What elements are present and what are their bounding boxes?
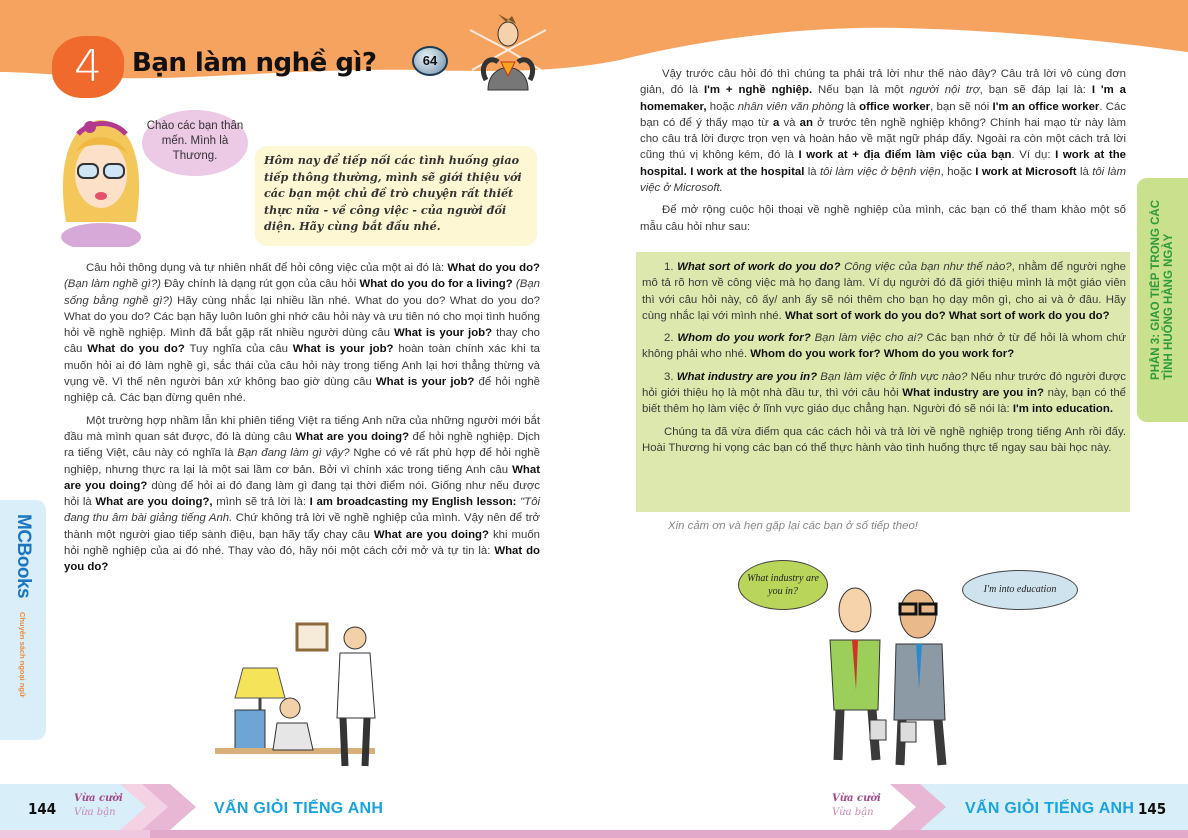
emphasis-run: I'm an office worker — [992, 100, 1100, 113]
emphasis-run: Bạn làm việc ở lĩnh vực nào? — [817, 370, 968, 383]
text-run: , nhằm để người nghe mô tả rõ hơn về công việc mà họ đang làm. Ví dụ người đó đã giới thiệu mình là một giáo viên thì với câu hỏi này, cô ấy/ anh ấy sẽ nói thêm cho bạn họ dạy môn gì, cho ai và ở đâu. Hãy cùng nhắc lại với mình nhé. — [642, 261, 1127, 322]
series-title-left: VẤN GIỎI TIẾNG ANH — [214, 800, 384, 817]
emphasis-run: What is your job? — [375, 376, 475, 389]
emphasis-run: What do you do? — [447, 262, 540, 274]
emphasis-run: an — [799, 116, 813, 129]
text-run: Chúng ta đã vừa điểm qua các cách hỏi và trả lời về nghề nghiệp trong tiếng Anh rồi đấy. Hoài Thương hi vọng các bạn có thể thực hành vào tình huống thực tế ngay sau bài học này. — [642, 425, 1126, 454]
emphasis-run: a — [772, 116, 780, 129]
emphasis-run: What industry are you in? — [676, 370, 818, 383]
emphasis-run: Whom do you work for? — [677, 332, 811, 345]
emphasis-run: nhân viên văn phòng — [737, 100, 844, 113]
emphasis-run: What are you doing?, — [95, 496, 213, 509]
emphasis-run: Bạn đang làm gì vậy? — [237, 447, 350, 460]
emphasis-run: I'm + nghề nghiệp. — [704, 84, 813, 97]
text-run: Tuy nghĩa của câu — [184, 343, 293, 356]
emphasis-run: What are you doing? — [295, 430, 410, 443]
emphasis-run: What do you do? — [87, 343, 185, 356]
text-run: để hỏi nghề nghiệp. Dịch ra tiếng Việt, câu này có nghĩa là — [64, 430, 540, 460]
businessmen-illustration — [800, 580, 970, 770]
footer-tagline-2-right: Vừa bận — [832, 807, 874, 818]
emphasis-run: tôi làm việc ở Microsoft. — [640, 165, 1126, 195]
superhero-illustration — [468, 10, 548, 92]
text-run: ở trước tên nghề nghiệp không? Chính hai mạo từ này làm cho câu trả lời được trọn vẹn và hoàn hảo về mặt ngữ pháp đấy. Ngoài ra còn một cách trả lời cũng thú vị không kém, đó là — [640, 116, 1126, 162]
text-run: Đây chính là dạng rút gọn của câu hỏi — [160, 278, 360, 291]
thuong-avatar — [56, 112, 146, 247]
text-run: khi muốn hỏi nghề nghiệp của ai đó nhé. Thay vào đó, hãy nói một cách cởi mở và tự tin là: — [64, 528, 540, 558]
footer-tagline-1-right: Vừa cười — [832, 793, 881, 804]
section-title-line2: TÌNH HUỐNG HÀNG NGÀY — [1163, 233, 1175, 380]
emphasis-run: I work at + địa điểm làm việc của bạn — [798, 149, 1012, 162]
paragraph — [640, 202, 1126, 235]
emphasis-run: What sort of work do you do? What sort of work do you do? — [784, 309, 1110, 322]
emphasis-run: What are you doing? — [373, 528, 489, 541]
section-title-line1: PHẦN 3: GIAO TIẾP TRONG CÁC — [1150, 200, 1162, 380]
text-run: là — [804, 165, 820, 178]
text-run: , bạn sẽ nói — [930, 100, 993, 113]
footer-tagline-2: Vừa bận — [74, 807, 116, 818]
text-run: , hoặc — [940, 165, 976, 178]
emphasis-run: (Bạn sống bằng nghề gì?) — [64, 278, 540, 307]
text-run: mình sẽ trả lời là: — [212, 496, 310, 509]
publisher-side-tab — [0, 500, 46, 740]
speech-bubble-answer: I'm into education — [962, 570, 1078, 610]
section-side-tab — [1137, 178, 1188, 422]
text-run: Vậy trước câu hỏi đó thì chúng ta phải trả lời như thế nào đây? Câu trả lời vô cùng đơn giản, đó là — [640, 68, 1126, 97]
paragraph — [642, 424, 1126, 457]
text-run: dùng để hỏi ai đó đang làm gì đang tại thời điểm nói. Giống như nếu được hỏi là — [64, 479, 540, 509]
paragraph — [64, 413, 540, 576]
emphasis-run: I work at Microsoft — [975, 165, 1077, 178]
emphasis-run: I 'm a homemaker, — [640, 84, 1127, 113]
page-number-left: 144 — [28, 800, 57, 818]
text-run: Nếu như trước đó người được hỏi giới thiệu họ là một nhà đầu tư, thì với câu hỏi — [642, 370, 1126, 400]
emphasis-run: What sort of work do you do? — [677, 261, 841, 273]
emphasis-run: Công việc của bạn như thế nào? — [840, 261, 1012, 273]
emphasis-run: What do you do for a living? — [359, 278, 513, 291]
text-run: 3. — [664, 370, 677, 383]
emphasis-run: Whom do you work for? Whom do you work for? — [750, 348, 1015, 361]
emphasis-run: Bạn làm việc cho ai? — [810, 332, 923, 345]
emphasis-run: What is your job? — [394, 327, 493, 340]
left-column-text — [64, 260, 540, 582]
text-run: Để mở rộng cuộc hội thoại về nghề nghiệp của mình, các bạn có thể tham khảo một số mẫu câu hỏi như sau: — [640, 204, 1126, 233]
paragraph — [64, 260, 540, 407]
text-run: Một trường hợp nhầm lẫn khi phiên tiếng Việt ra tiếng Anh nữa của những người mới bắt đầu mà mình quan sát được, đó là dùng câu — [64, 414, 540, 443]
audio-track-badge: 64 — [412, 46, 448, 76]
emphasis-run: tôi làm việc ở bệnh viện — [819, 165, 941, 178]
right-column-text — [640, 66, 1126, 241]
office-illustration — [215, 618, 395, 768]
emphasis-run: What are you doing? — [64, 463, 540, 492]
text-run: hoặc — [706, 100, 738, 113]
section-title — [1150, 200, 1176, 380]
greeting-speech-bubble: Chào các bạn thân mến. Mình là Thương. — [142, 110, 248, 176]
text-run: . Các bạn có để ý thấy mạo từ — [640, 100, 1127, 129]
emphasis-run: I'm into education. — [1012, 403, 1114, 416]
page-number-right: 145 — [1138, 800, 1167, 818]
question-item — [642, 330, 1126, 363]
text-run: Chứ không trả lời về nghề nghiệp của mình. Vậy nên để trở thành một người giao tiếp sành điệu, bạn hãy tẩy chay câu — [64, 512, 540, 541]
text-run: 1. — [664, 261, 678, 273]
emphasis-run: (Bạn làm nghề gì?) — [64, 278, 161, 291]
text-run: thay cho câu — [64, 327, 540, 356]
text-run: Nghe có vẻ rất phù hợp để hỏi nghề nghiệp, nhưng thực ra lại là một sai lầm cơ bản. Bởi vì chính xác trong tiếng Anh câu — [64, 447, 540, 476]
paragraph — [640, 66, 1126, 196]
question-item — [642, 259, 1126, 324]
text-run: và — [779, 116, 800, 129]
emphasis-run: What do you do? — [64, 545, 540, 574]
text-run: 2. — [664, 332, 678, 345]
emphasis-run: I work at the hospital. I work at the hospital — [640, 149, 1126, 178]
text-run: . Ví dụ: — [1011, 149, 1056, 162]
series-title-right: VẤN GIỎI TIẾNG ANH — [965, 800, 1135, 817]
page-title: Bạn làm nghề gì? — [132, 48, 377, 78]
text-run: Hãy cùng nhắc lại nhiều lần nhé. What do you do? What do you do? What do you do? Các bạn hãy luôn luôn ghi nhớ câu hỏi này và ưu tiên nó cho mọi tình huống hỏi về nghề nghiệp. Mình đã bắt gặp rất nhiều người dùng câu — [64, 294, 540, 340]
emphasis-run: I am broadcasting my English lesson: — [309, 496, 517, 509]
footer-tagline-1: Vừa cười — [74, 793, 123, 804]
emphasis-run: What industry are you in? — [902, 387, 1044, 400]
publisher-tagline: Chuyên sách ngoại ngữ — [18, 612, 27, 698]
text-run: là — [1076, 165, 1093, 178]
question-list — [642, 259, 1126, 462]
text-run: này, bạn có thể biết thêm họ làm việc ở lĩnh vực giáo dục chẳng hạn. Người đó sẽ nói là: — [642, 387, 1126, 416]
emphasis-run: office worker — [859, 100, 931, 113]
text-run: Nếu bạn là một — [812, 84, 910, 97]
text-run: để hỏi nghề nghiệp cả. Các bạn đừng quên nhé. — [64, 376, 540, 405]
emphasis-run: người nội trợ — [909, 84, 980, 97]
question-item — [642, 369, 1126, 418]
emphasis-run: "Tôi đang thu âm bài giảng tiếng Anh. — [64, 496, 540, 525]
text-run: , bạn sẽ đáp lại là: — [979, 84, 1092, 97]
text-run: Câu hỏi thông dụng và tự nhiên nhất để hỏi công việc của một ai đó là: — [86, 262, 448, 274]
text-run: Các bạn nhớ ở từ để hỏi là whom chứ không phải who nhé. — [642, 332, 1126, 361]
closing-line: Xin cảm ơn và hẹn gặp lại các bạn ở số tiếp theo! — [668, 520, 918, 532]
speech-bubble-question: What industry are you in? — [738, 560, 828, 610]
text-run: hoàn toàn chính xác khi ta muốn hỏi ai đó làm nghề gì, sắc thái của câu hỏi này trong tiếng Anh lại hơi thẳng thừng và vụng về. Vì thế nên người bản xứ không bao giờ dùng câu — [64, 343, 540, 389]
intro-box: Hôm nay để tiếp nối các tình huống giao tiếp thông thường, mình sẽ giới thiệu với các bạn một chủ đề trò chuyện rất thiết thực nữa - về công việc - của người đối diện. Hãy cùng bắt đầu nhé. — [255, 146, 537, 246]
emphasis-run: What is your job? — [292, 343, 394, 356]
text-run: là — [843, 100, 860, 113]
chapter-number: 4 — [52, 36, 124, 98]
publisher-logo: MCBooks — [13, 514, 34, 599]
